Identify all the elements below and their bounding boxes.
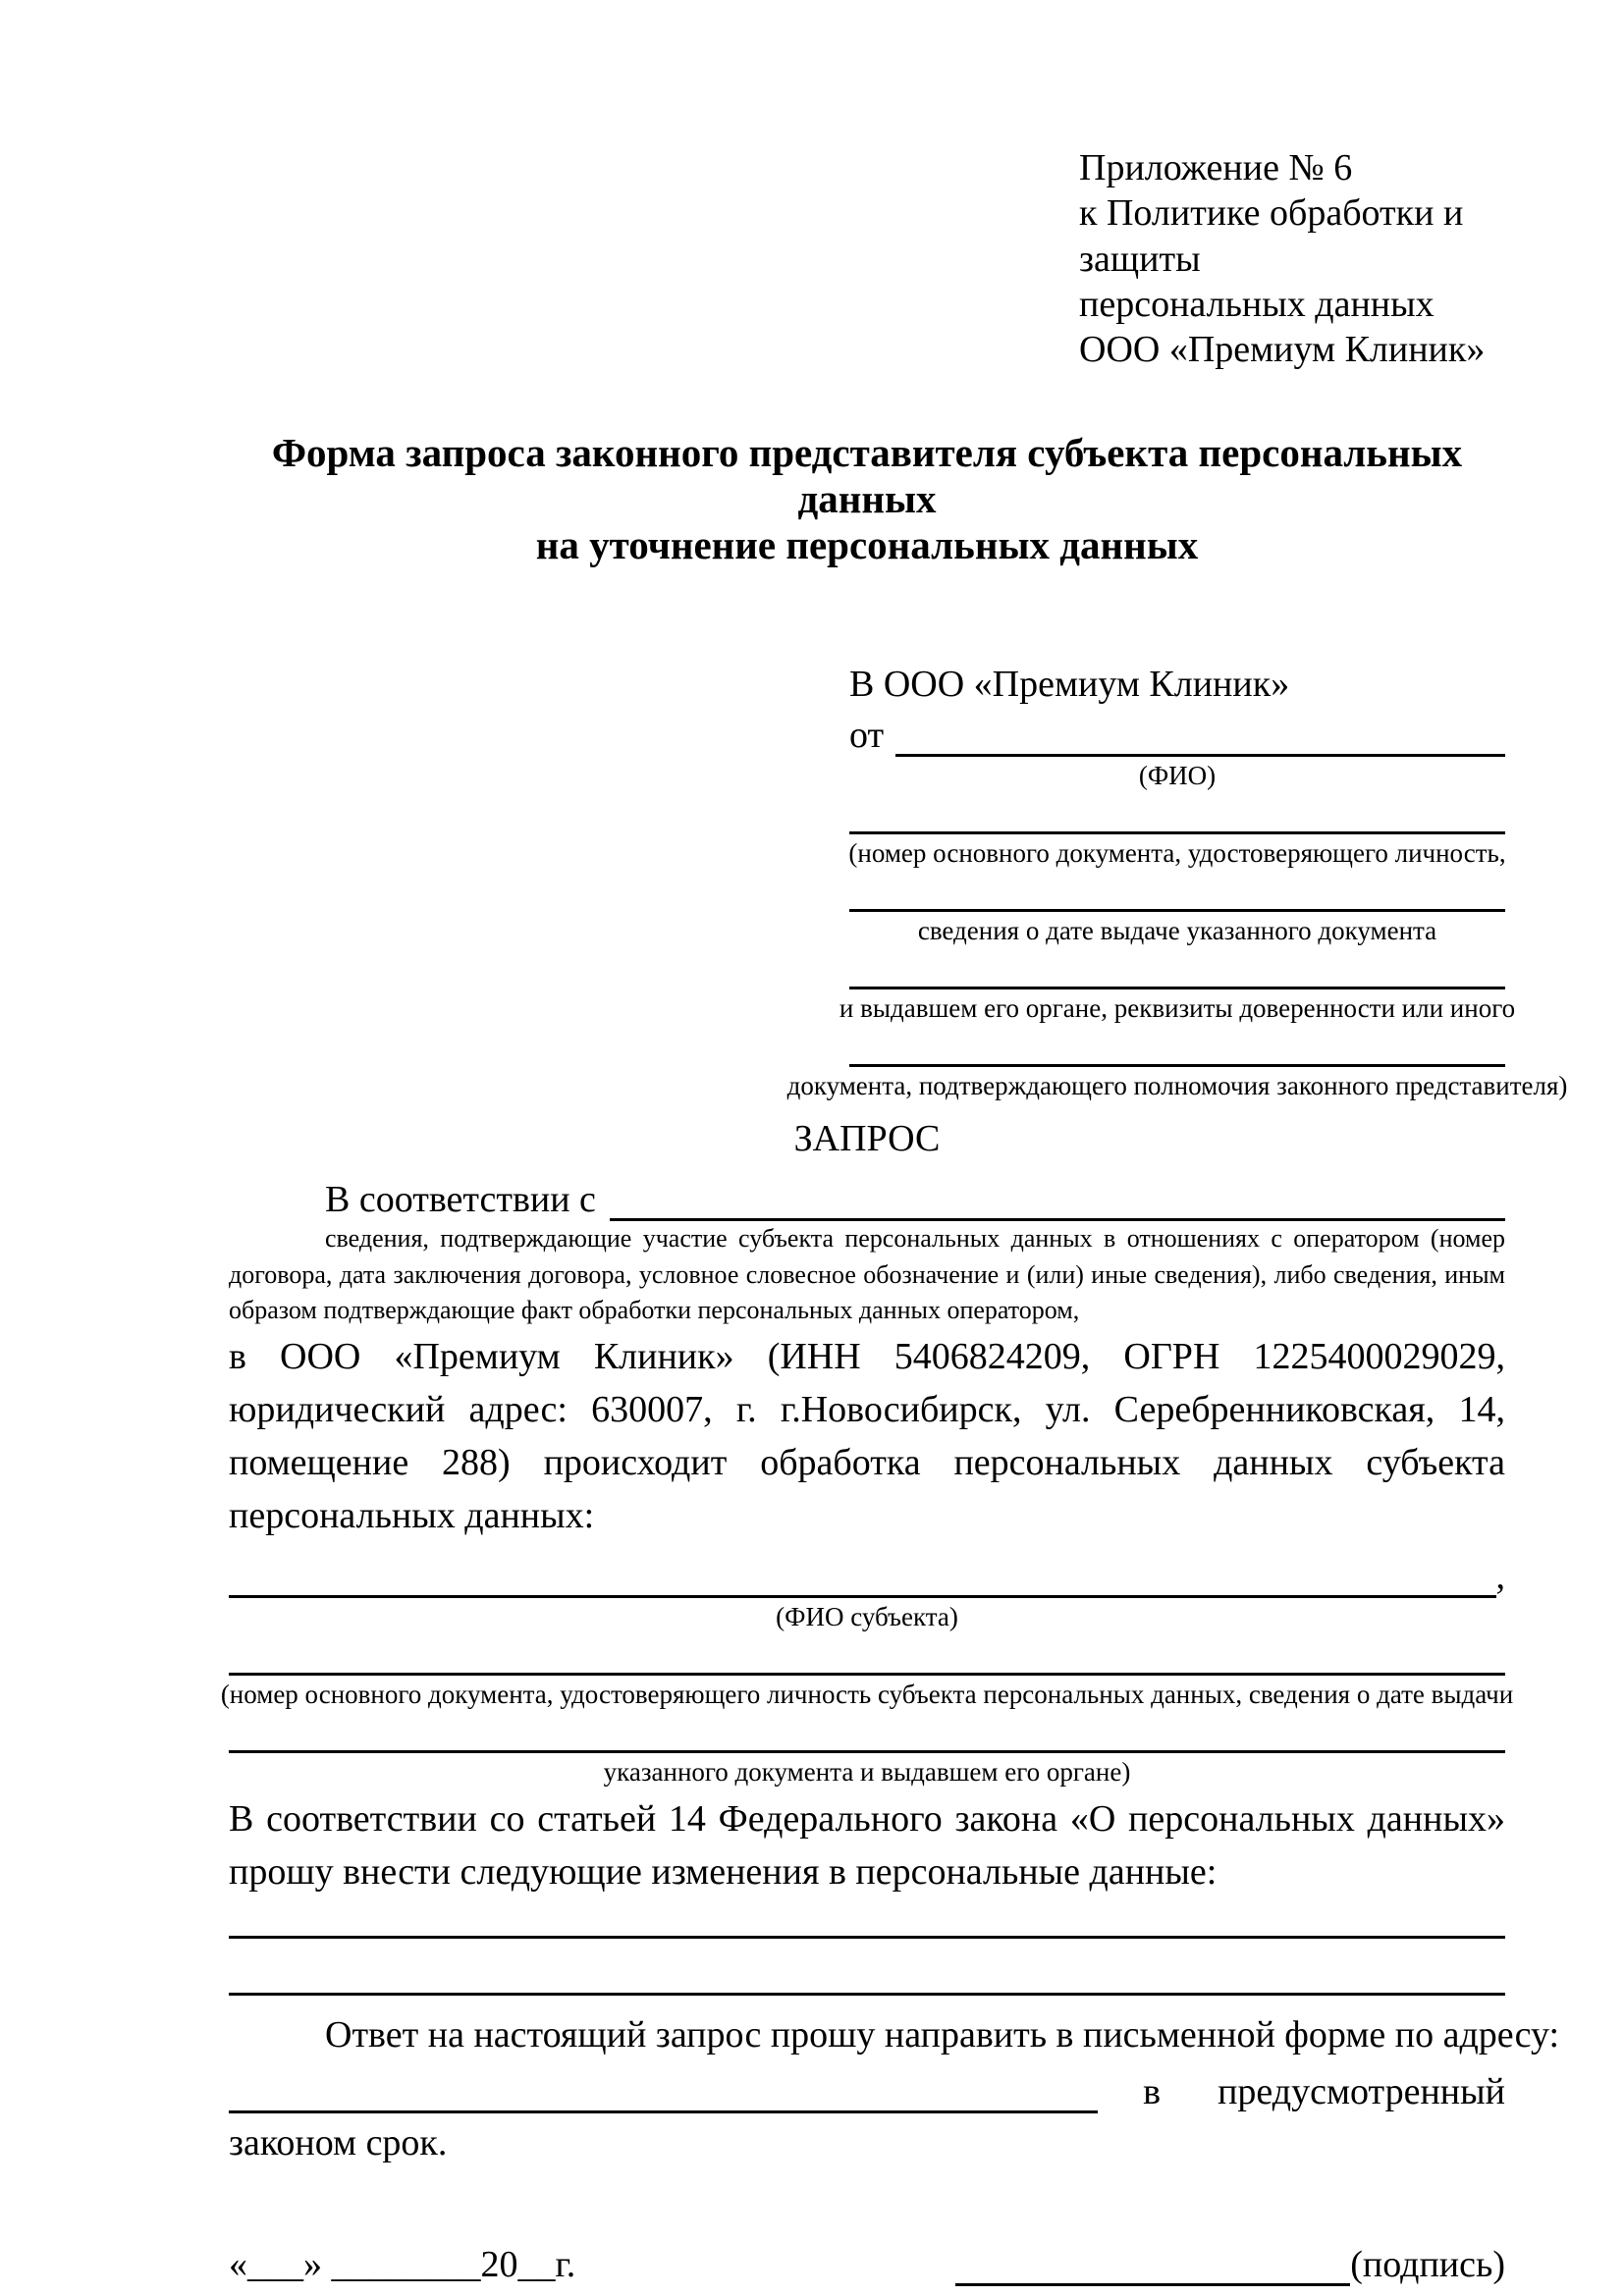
answer-word-in: в	[1143, 2071, 1162, 2113]
issuing-authority-caption: и выдавшем его органе, реквизиты доверенности или иного	[839, 992, 1516, 1023]
fio-caption: (ФИО)	[1138, 760, 1217, 790]
from-label: от	[849, 714, 885, 756]
subject-fio-caption: (ФИО субъекта)	[776, 1602, 958, 1632]
basis-note: сведения, подтверждающие участие субъекта персональных данных в отношениях с оператором (номер договора, дата заключения договора, условное словесное обозначение и (или) иные сведения), либо сведения, иным образом подтверждающие факт обработки персональных данных оператором,	[229, 1223, 1505, 1325]
answer-address-row	[229, 2062, 1505, 2113]
signature-caption: (подпись)	[1350, 2244, 1505, 2286]
subject-fio-row	[229, 1551, 1505, 1598]
law-paragraph: В соответствии со статьей 14 Федерального закона «О персональных данных» прошу внести следующие изменения в персональные данные:	[229, 1798, 1505, 1894]
issuing-authority-fill-line	[849, 946, 1505, 989]
annex-line: Приложение № 6	[1079, 147, 1353, 188]
authority-document-caption: документа, подтверждающего полномочия законного представителя)	[786, 1071, 1568, 1100]
intro-prefix: В соответствии с	[325, 1178, 596, 1220]
operator-paragraph: в ООО «Премиум Клиник» (ИНН 5406824209, ОГРН 1225400029029, юридический адрес: 630007, г. г.Новосибирск, ул. Серебренниковская, 14, помещение 288) происходит обработка персональных данных субъекта персональных данных:	[229, 1336, 1505, 1537]
annex-line: к Политике обработки и защиты	[1079, 192, 1464, 280]
subject-document-fill-line	[229, 1632, 1505, 1676]
answer-word-provided: предусмотренный	[1218, 2071, 1505, 2113]
annex-line: персональных данных	[1079, 284, 1435, 326]
issue-date-fill-line	[849, 869, 1505, 912]
document-number-caption: (номер основного документа, удостоверяющего личность,	[848, 837, 1506, 868]
changes-fill-line-1	[229, 1899, 1505, 1939]
address-fill-line	[229, 2062, 1098, 2113]
addressee-block	[786, 663, 1568, 1101]
answer-closing: законом срок.	[229, 2122, 448, 2164]
issue-date-caption: сведения о дате выдаче указанного документа	[917, 915, 1437, 945]
request-heading: ЗАПРОС	[793, 1118, 941, 1160]
intro-row	[229, 1170, 1505, 1221]
signature-area	[955, 2243, 1505, 2286]
annex-line: ООО «Премиум Клиник»	[1079, 329, 1486, 371]
trailing-comma: ,	[1495, 1556, 1505, 1598]
authority-document-fill-line	[849, 1024, 1505, 1067]
addressee-to: В ООО «Премиум Клиник»	[849, 664, 1290, 706]
subject-document-fill-line-2	[229, 1710, 1505, 1753]
document-number-fill-line	[849, 791, 1505, 834]
fio-fill-line	[895, 708, 1505, 757]
form-title-line-2: на уточнение персональных данных	[535, 522, 1199, 568]
subject-fio-fill-line	[229, 1551, 1496, 1598]
form-title-line-1: Форма запроса законного представителя субъекта персональных данных	[271, 429, 1463, 521]
basis-fill-line	[610, 1170, 1505, 1221]
signature-row	[229, 2243, 1505, 2286]
from-row	[849, 708, 1505, 757]
changes-fill-line-2	[229, 1939, 1505, 1996]
subject-document-caption-2: указанного документа и выдавшем его органе)	[603, 1757, 1131, 1788]
signature-fill-line	[955, 2243, 1350, 2286]
subject-document-caption-1: (номер основного документа, удостоверяющего личность субъекта персональных данных, сведения о дате выдачи	[220, 1680, 1514, 1710]
form-title	[229, 430, 1505, 568]
answer-paragraph: Ответ на настоящий запрос прошу направить в письменной форме по адресу:	[325, 2014, 1560, 2056]
annex-block	[1079, 145, 1505, 373]
date-blank: «___» ________20__г.	[229, 2244, 576, 2286]
